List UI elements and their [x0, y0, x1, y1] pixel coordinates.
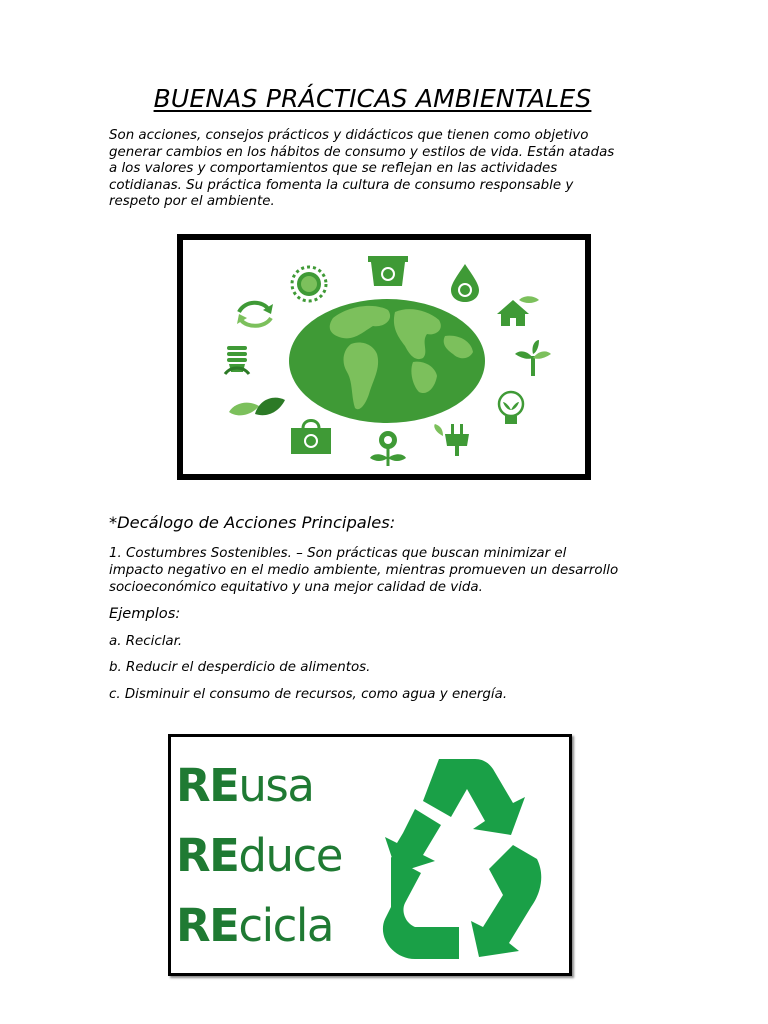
page-title: BUENAS PRÁCTICAS AMBIENTALES — [153, 84, 592, 113]
word-suffix: duce — [238, 829, 342, 882]
recycle-bin-icon — [368, 256, 408, 286]
word-prefix: RE — [176, 759, 239, 812]
reusa-reduce-recicla-image — [168, 734, 572, 976]
example-item: c. Disminuir el consumo de recursos, como agua y energía. — [109, 687, 508, 702]
lightbulb-plant-icon — [499, 392, 523, 424]
intro-line: cotidianas. Su práctica fomenta la cultura de consumo responsable y — [109, 177, 574, 193]
section-paragraph — [109, 545, 679, 596]
word-prefix: RE — [176, 829, 239, 882]
energy-saving-bulb-icon — [225, 346, 249, 374]
word-suffix: usa — [238, 759, 314, 812]
flower-icon — [370, 431, 406, 466]
eco-practices-illustration — [183, 240, 585, 474]
examples-label: Ejemplos: — [109, 605, 181, 622]
sun-icon — [292, 267, 326, 301]
eco-practices-image — [177, 234, 591, 480]
intro-paragraph — [109, 128, 669, 211]
intro-line: generar cambios en los hábitos de consumo y estilos de vida. Están atadas — [109, 144, 615, 160]
paragraph-line: impacto negativo en el medio ambiente, mientras promueven un desarrollo — [109, 563, 619, 578]
water-drop-recycle-icon — [451, 264, 479, 302]
intro-line: a los valores y comportamientos que se reflejan en las actividades — [109, 161, 558, 177]
intro-line: Son acciones, consejos prácticos y didácticos que tienen como objetivo — [109, 128, 589, 143]
cycle-arrows-icon — [237, 303, 273, 326]
eco-plug-icon — [434, 424, 469, 456]
section-heading: *Decálogo de Acciones Principales: — [109, 513, 396, 532]
recycle-icon — [171, 737, 569, 973]
eco-house-icon — [497, 296, 539, 326]
paragraph-line: socioeconómico equitativo y una mejor calidad de vida. — [109, 580, 483, 595]
recycle-bag-icon — [291, 421, 331, 455]
example-item: a. Reciclar. — [109, 634, 183, 649]
example-item: b. Reducir el desperdicio de alimentos. — [109, 660, 371, 675]
tree-icon — [515, 340, 551, 376]
earth-globe-icon — [289, 299, 485, 423]
word-prefix: RE — [176, 899, 239, 952]
word-suffix: cicla — [238, 899, 333, 952]
intro-line: respeto por el ambiente. — [109, 194, 275, 210]
leaves-icon — [229, 398, 285, 416]
paragraph-line: 1. Costumbres Sostenibles. – Son prácticas que buscan minimizar el — [109, 546, 567, 561]
